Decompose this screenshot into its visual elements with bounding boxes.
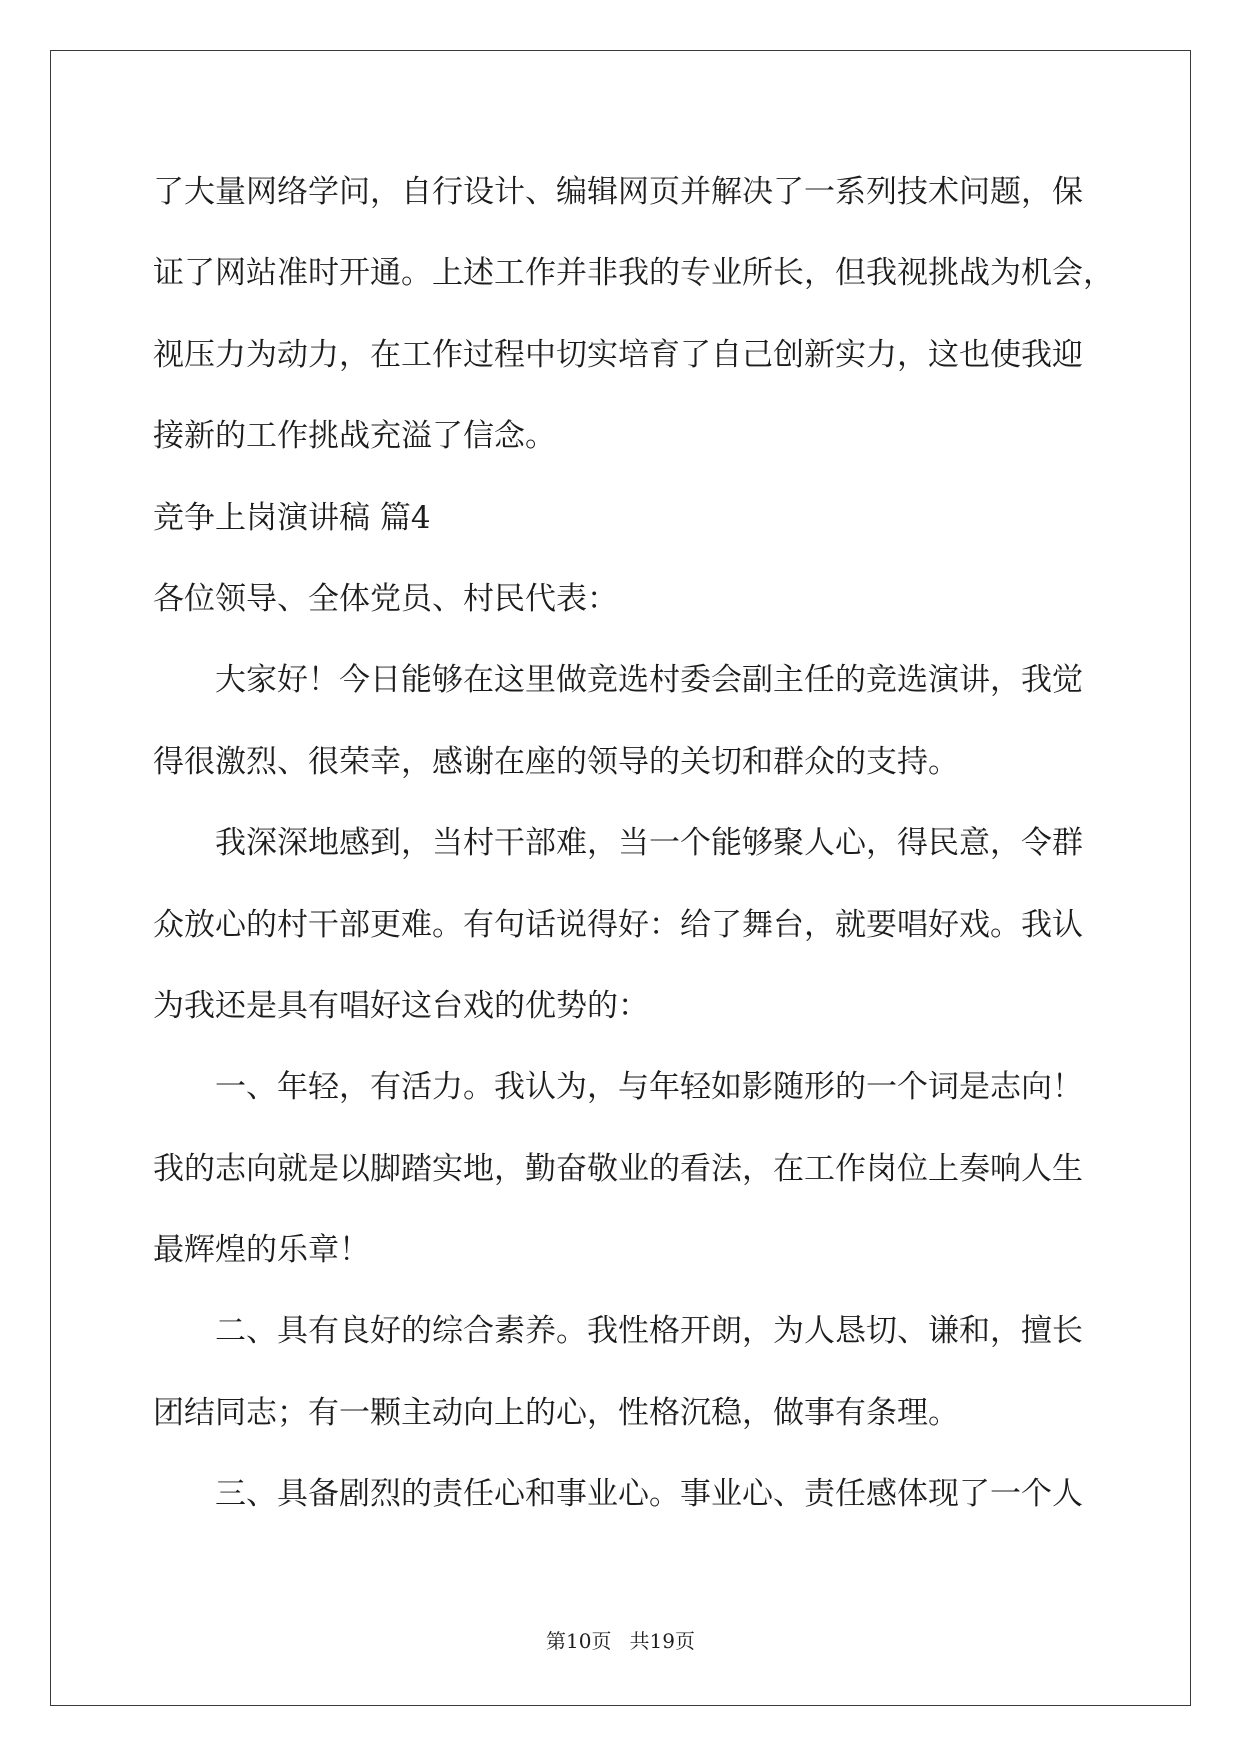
numbered-point [153, 1047, 1153, 1291]
text-line: 为我还是具有唱好这台戏的优势的： [153, 987, 649, 1024]
text-line: 我的志向就是以脚踏实地，勤奋敬业的看法，在工作岗位上奏响人生 [153, 1150, 1083, 1187]
page-footer [0, 1628, 1241, 1654]
text-line: 证了网站准时开通。上述工作并非我的专业所长，但我视挑战为机会， [153, 255, 1114, 292]
text-line: 二、具有良好的综合素养。我性格开朗，为人恳切、谦和，擅长 [215, 1313, 1083, 1350]
page-number: 第10页 [546, 1629, 612, 1653]
text-line: 最辉煌的乐章！ [153, 1232, 370, 1269]
numbered-point [153, 1291, 1153, 1454]
numbered-point [153, 1454, 1153, 1535]
text-line: 团结同志；有一颗主动向上的心，性格沉稳，做事有条理。 [153, 1394, 959, 1431]
text-line: 三、具备剧烈的责任心和事业心。事业心、责任感体现了一个人 [215, 1476, 1083, 1513]
salutation [153, 559, 1153, 640]
paragraph [153, 803, 1153, 1047]
text-line: 一、年轻，有活力。我认为，与年轻如影随形的一个词是志向！ [215, 1069, 1083, 1106]
text-line: 了大量网络学问，自行设计、编辑网页并解决了一系列技术问题，保 [153, 174, 1083, 210]
text-line: 众放心的村干部更难。有句话说得好：给了舞台，就要唱好戏。我认 [153, 906, 1083, 943]
salutation-text: 各位领导、全体党员、村民代表： [153, 580, 618, 617]
section-heading-text: 竞争上岗演讲稿 篇4 [153, 499, 431, 536]
document-body [153, 152, 1153, 1536]
paragraph [153, 152, 1153, 478]
text-line: 接新的工作挑战充溢了信念。 [153, 418, 556, 455]
page-total: 共19页 [629, 1629, 695, 1653]
paragraph [153, 640, 1153, 803]
text-line: 我深深地感到，当村干部难，当一个能够聚人心，得民意，令群 [215, 825, 1083, 862]
text-line: 得很激烈、很荣幸，感谢在座的领导的关切和群众的支持。 [153, 743, 959, 780]
text-line: 视压力为动力，在工作过程中切实培育了自己创新实力，这也使我迎 [153, 336, 1083, 373]
section-heading [153, 478, 1153, 559]
text-line: 大家好！今日能够在这里做竞选村委会副主任的竞选演讲，我觉 [215, 662, 1083, 699]
